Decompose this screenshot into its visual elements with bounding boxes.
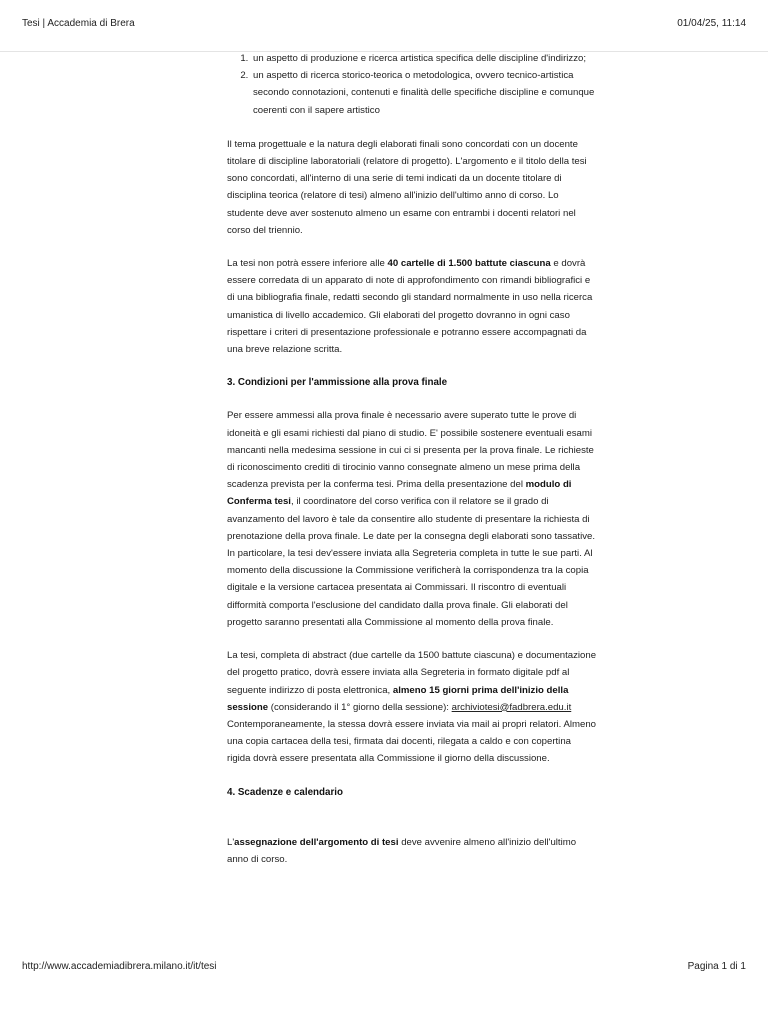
requirements-list [227, 50, 597, 119]
paragraph-invio: La tesi, completa di abstract (due cartelle da 1500 battute ciascuna) e documentazione del progetto pratico, dovrà essere inviata alla Segreteria in formato digitale pdf al seguente indirizzo di posta elettronica, almeno 15 giorni prima dell'inizio della sessione (considerando il 1° giorno della sessione): archiviotesi@fadbrera.edu.it Contemporaneamente, la stessa dovrà essere inviata via mail ai propri relatori. Almeno una copia cartacea della tesi, firmata dai docenti, rilegata a caldo e con copertina rigida dovrà essere presentata alla Commissione il giorno della discussione. [227, 650, 597, 765]
print-header [22, 18, 746, 29]
paragraph-scadenze: L'assegnazione dell'argomento di tesi deve avvenire almeno all'inizio dell'ultimo anno di corso. [227, 836, 577, 865]
print-footer [22, 961, 746, 972]
print-header-datetime: 01/04/25, 11:14 [677, 18, 746, 29]
section-heading-4: 4. Scadenze e calendario [227, 786, 343, 798]
section-heading-3: 3. Condizioni per l'ammissione alla prova finale [227, 377, 448, 389]
paragraph-tesi: La tesi non potrà essere inferiore alle 40 cartelle di 1.500 battute ciascuna e dovrà essere corredata di un apparato di note di approfondimento con rimandi bibliografici e di una bibliografia finale, redatti secondo gli standard normalmente in uso nella ricerca umanistica di livello accademico. Gli elaborati del progetto dovranno in ogni caso rispettare i criteri di presentazione professionale e potranno essere accompagnati da una breve relazione scritta. [227, 258, 593, 356]
article-content [227, 50, 597, 868]
paragraph-tema: Il tema progettuale e la natura degli elaborati finali sono concordati con un docente titolare di discipline laboratoriali (relatore di progetto). L'argomento e il titolo della tesi sono concordati, all'interno di una serie di temi indicati da un docente titolare di disciplina teorica (relatore di tesi) almeno all'inizio dell'ultimo anno di corso. Lo studente deve aver sostenuto almeno un esame con entrambi i docenti relatori nel corso del triennio. [227, 138, 587, 236]
email-link[interactable]: archiviotesi@fadbrera.edu.it [451, 701, 572, 713]
list-item: 1. un aspetto di produzione e ricerca artistica specifica delle discipline d'indirizzo; [251, 50, 597, 67]
print-footer-page: Pagina 1 di 1 [687, 961, 746, 972]
paragraph-ammissione: Per essere ammessi alla prova finale è necessario avere superato tutte le prove di idoneità e gli esami richiesti dal piano di studio. E' possibile sostenere eventuali esami mancanti nella medesima sessione in cui ci si presenta per la prova finale. Le richieste di riconoscimento crediti di tirocinio vanno consegnate almeno un mese prima della scadenza prevista per la conferma tesi. Prima della presentazione del modulo di Conferma tesi, il coordinatore del corso verifica con il relatore se il grado di avanzamento del lavoro è tale da consentire allo studente di presentare la richiesta di prenotazione della prova finale. Le date per la consegna degli elaborati sono tassative. In particolare, la tesi dev'essere inviata alla Segreteria completa in tutte le sue parti. Al momento della discussione la Commissione verificherà la corrispondenza tra la copia digitale e la versione cartacea presentata ai Commissari. Il riscontro di eventuali difformità comporta l'esclusione del candidato dalla prova finale. Gli elaborati del progetto saranno presentati alla Commissione al momento della prova finale. [227, 410, 596, 628]
bold-text: modulo di Conferma tesi [227, 479, 572, 508]
print-header-title: Tesi | Accademia di Brera [22, 18, 135, 29]
bold-text: 40 cartelle di 1.500 battute ciascuna [387, 258, 551, 270]
bold-text: almeno 15 giorni prima dell'inizio della sessione [227, 684, 569, 713]
bold-text: assegnazione dell'argomento di tesi [234, 836, 399, 848]
print-footer-url: http://www.accademiadibrera.milano.it/it/tesi [22, 961, 217, 972]
list-item: 2. un aspetto di ricerca storico-teorica o metodologica, ovvero tecnico-artistica secondo connotazioni, contenuti e finalità delle specifiche discipline e comunque coerenti con il sapere artistico [251, 67, 597, 119]
